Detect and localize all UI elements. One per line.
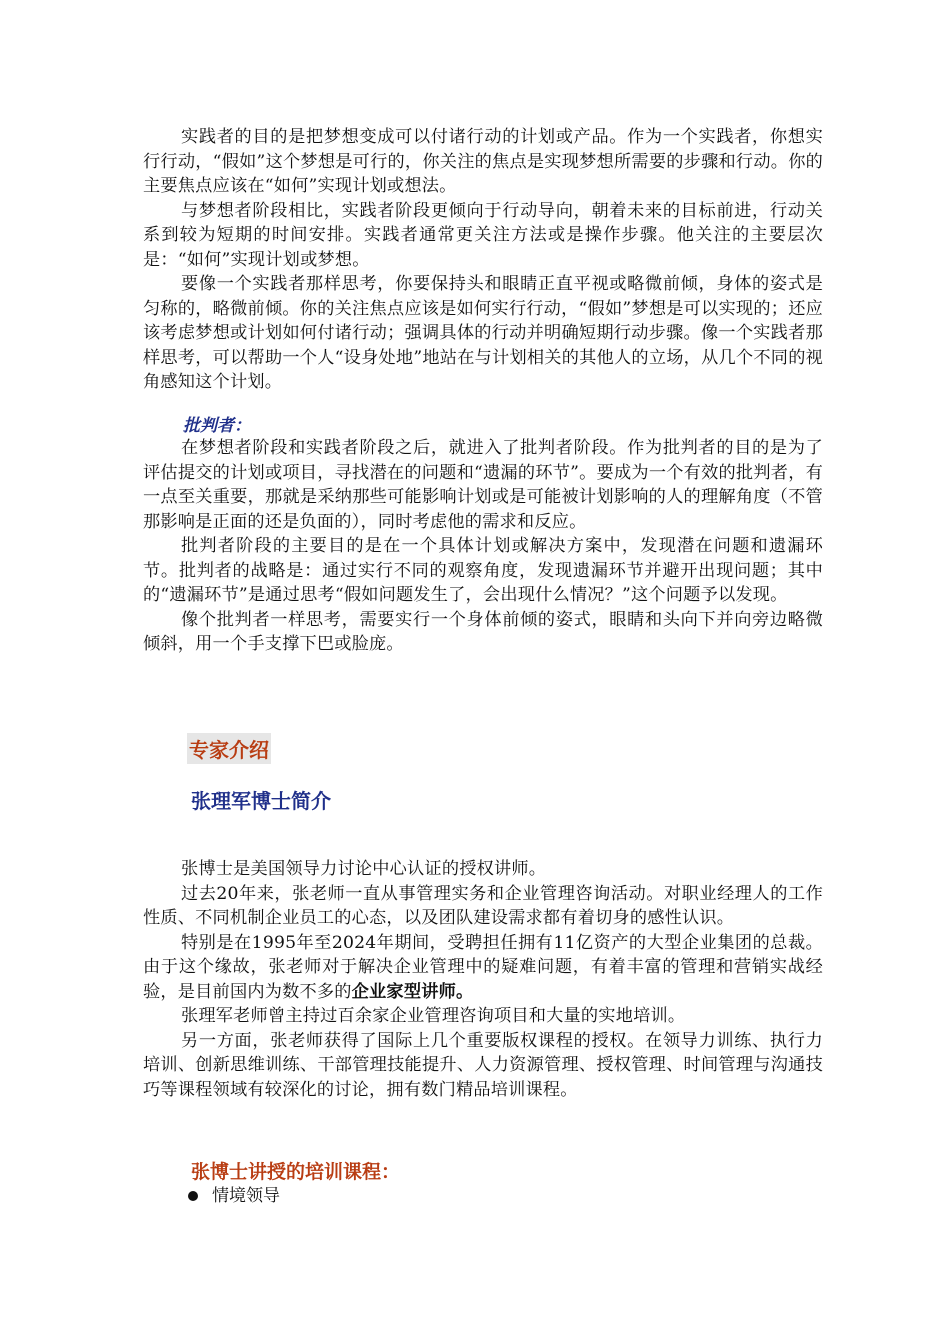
practitioner-paragraph-3: 要像一个实践者那样思考，你要保持头和眼睛正直平视或略微前倾，身体的姿式是匀称的，略微前倾。你的关注焦点应该是如何实行行动，“假如”梦想是可以实现的；还应该考虑梦想或计划如何付诸行动；强调具体的行动并明确短期行动步骤。像一个实践者那样思考，可以帮助一个人“设身处地”地站在与计划相关的其他人的立场，从几个不同的视角感知这个计划。 (143, 274, 823, 392)
bio-paragraph-4: 张理军老师曾主持过百余家企业管理咨询项目和大量的实地培训。 (181, 1006, 686, 1026)
bullet-dot-icon (188, 1191, 198, 1201)
course-name: 情境领导 (212, 1186, 280, 1206)
critic-section (143, 436, 823, 657)
practitioner-paragraph-1: 实践者的目的是把梦想变成可以付诸行动的计划或产品。作为一个实践者，你想实行行动，“假如”这个梦想是可行的，你关注的焦点是实现梦想所需要的步骤和行动。你的主要焦点应该在“如何”实现计划或想法。 (143, 127, 823, 196)
bio-paragraph-3-text: 特别是在1995年至2024年期间，受聘担任拥有11亿资产的大型企业集团的总裁。由于这个缘故，张老师对于解决企业管理中的疑难问题，有着丰富的管理和营销实战经验，是目前国内为数不多的 (143, 932, 823, 1002)
critic-heading: 批判者： (183, 416, 251, 436)
bio-paragraph-2: 过去20年来，张老师一直从事管理实务和企业管理咨询活动。对职业经理人的工作性质、不同机制企业员工的心态，以及团队建设需求都有着切身的感性认识。 (143, 883, 823, 928)
critic-paragraph-2: 批判者阶段的主要目的是在一个具体计划或解决方案中，发现潜在问题和遗漏环节。批判者的战略是：通过实行不同的观察角度，发现遗漏环节并避开出现问题；其中的“遗漏环节”是通过思考“假如问题发生了，会出现什么情况？”这个问题予以发现。 (143, 536, 823, 605)
critic-paragraph-1: 在梦想者阶段和实践者阶段之后，就进入了批判者阶段。作为批判者的目的是为了评估提交的计划或项目，寻找潜在的问题和“遗漏的环节”。要成为一个有效的批判者，有一点至关重要，那就是采纳那些可能影响计划或是可能被计划影响的人的理解角度（不管那影响是正面的还是负面的），同时考虑他的需求和反应。 (143, 438, 823, 532)
bio-paragraph-5: 另一方面，张老师获得了国际上几个重要版权课程的授权。在领导力训练、执行力培训、创新思维训练、干部管理技能提升、人力资源管理、授权管理、时间管理与沟通技巧等课程领域有较深化的讨论，拥有数门精品培训课程。 (143, 1030, 823, 1100)
courses-title: 张博士讲授的培训课程： (191, 1161, 401, 1183)
bio-paragraph-1: 张博士是美国领导力讨论中心认证的授权讲师。 (181, 859, 547, 879)
expert-section-label: 专家介绍 (187, 733, 271, 764)
practitioner-paragraph-2: 与梦想者阶段相比，实践者阶段更倾向于行动导向，朝着未来的目标前进，行动关系到较为短期的时间安排。实践者通常更关注方法或是操作步骤。他关注的主要层次是：“如何”实现计划或梦想。 (143, 200, 823, 270)
bio-highlight: 企业家型讲师。 (351, 981, 474, 1002)
practitioner-section (143, 125, 823, 395)
bio-section (143, 857, 823, 1102)
course-list-item (188, 1184, 280, 1208)
bio-title: 张理军博士简介 (191, 789, 331, 813)
critic-paragraph-3: 像个批判者一样思考，需要实行一个身体前倾的姿式，眼睛和头向下并向旁边略微倾斜，用一个手支撑下巴或脸庞。 (143, 609, 823, 654)
bio-paragraph-3 (143, 931, 823, 1005)
